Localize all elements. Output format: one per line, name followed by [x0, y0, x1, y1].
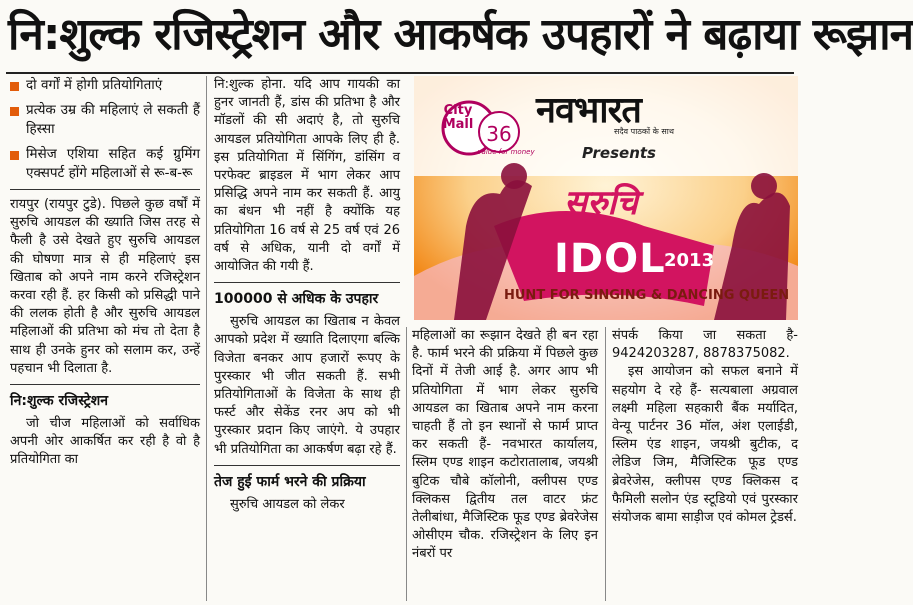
section-rule [214, 282, 400, 283]
column-divider-1 [206, 76, 207, 601]
section-rule [10, 384, 200, 385]
idol-title: IDOL [554, 236, 666, 282]
subheading-free-registration: नि:शुल्क रजिस्ट्रेशन [10, 393, 108, 410]
body-paragraph: जो चीज महिलाओं को सर्वाधिक अपनी ओर आकर्षित कर रही है वो है प्रतियोगिता का [10, 416, 200, 468]
highlight-text: मिसेज एशिया सहित कई ग्रुमिंग एक्सपर्ट होंगे महिलाओं से रू-ब-रू [26, 146, 200, 181]
section-rule [214, 465, 400, 466]
headline: नि:शुल्क रजिस्ट्रेशन और आकर्षक उपहारों ने बढ़ाया रूझान [8, 9, 913, 60]
mall-number: 36 [486, 122, 512, 146]
subheading-prizes: 100000 से अधिक के उपहार [214, 291, 379, 308]
mall-tagline: value for money [477, 148, 535, 156]
body-paragraph: सुरुचि आयडल का खिताब न केवल आपको प्रदेश में ख्याति दिलाएगा बल्कि विजेता बनकर आप हजारों रूपए के पुरस्कार भी जीत सकती हैं. सभी प्रतियोगिताओं के विजेता के साथ ही फर्स्ट और सेकेंड रनर अप को भी पुरस्कार प्रदान किए जाएंगे. ये उपहार भी प्रतियोगिता का आकर्षण बढ़ा रहे हैं. [214, 314, 400, 457]
highlight-text: प्रत्येक उम्र की महिलाएं ले सकती हैं हिस्सा [26, 102, 200, 137]
suruchi-logo: सुरुचि [564, 183, 638, 223]
section-rule [10, 189, 200, 190]
bullet-square-icon [10, 151, 19, 160]
navbharat-logo: नवभारत [536, 90, 641, 131]
column-4 [612, 327, 798, 527]
intro-paragraph: रायपुर (रायपुर टुडे). पिछले कुछ वर्षों में सुरुचि आयडल की ख्याति जिस तरह से फैली है उसे देखते हुए सुरुचि आयडल की घोषणा मात्र से ही महिलाएं इस खिताब को अपने नाम करने रजिस्ट्रेशन करवा रही हैं. हर किसी को प्रसिद्धी पाने की ललक होती है और सुरुचि आयडल महिलाओं की प्रतिभा को मंच तो देता है साथ ही उनके हुनर को सलाम कर, उन्हें पहचान भी दिलाता है. [10, 197, 200, 376]
ad-tagline: HUNT FOR SINGING & DANCING QUEEN [504, 288, 790, 303]
column-divider-3 [605, 327, 606, 601]
bullet-square-icon [10, 82, 19, 91]
contact-paragraph: संपर्क किया जा सकता है- 9424203287, 8878375082. [612, 328, 798, 362]
sponsors-paragraph: इस आयोजन को सफल बनाने में सहयोग दे रहे हैं- सत्यबाला अग्रवाल लक्ष्मी महिला सहकारी बैंक मर्यादित, वेन्यू पार्टनर 36 मॉल, अंश एलाईडी, स्लिम एंड शाइन, जयश्री बुटीक, द लेडिज जिम, मैजिस्टिक फूड एण्ड ब्रेवरेजेस, क्लीपस एण्ड क्लिकस द फैमिली सलोन एंड स्टूडियो एवं पुरस्कार संयोजक बामा साड़ीज एवं कोमल ट्रेडर्स. [612, 364, 798, 526]
highlights-list [10, 76, 200, 183]
column-2 [214, 76, 400, 514]
headline-rule [6, 72, 794, 74]
navbharat-tagline: सदैव पाठकों के साथ [614, 127, 674, 136]
body-paragraph: सुरुचि आयडल को लेकर [230, 496, 345, 512]
highlight-item [10, 145, 200, 183]
column-3 [412, 327, 598, 564]
highlight-text: दो वर्गों में होगी प्रतियोगिताएं [26, 77, 163, 93]
body-paragraph: नि:शुल्क होना. यदि आप गायकी का हुनर जानती हैं, डांस की प्रतिभा है और मॉडलों की सी अदाएं है, तो सुरुचि आयडल प्रतियोगिता आपके लिए ही है. इस प्रतियोगिता में सिंगिंग, डांसिंग व परफेक्ट ब्राइडल में भाग लेकर आप प्रसिद्धि अपने नाम कर सकती हैं. आयु का बंधन भी नहीं है क्योंकि यह प्रतियोगिता 16 वर्ष से 25 वर्ष एवं 26 वर्ष से अधिक, यानी दो वर्गों में आयोजित की गयी हैं. [214, 77, 400, 275]
bullet-square-icon [10, 107, 19, 116]
presents-text: Presents [582, 144, 656, 162]
highlight-item [10, 101, 200, 139]
subheading-form-process: तेज हुई फार्म भरने की प्रक्रिया [214, 473, 366, 490]
highlight-item [10, 76, 200, 95]
column-divider-2 [406, 327, 407, 601]
column-1 [10, 76, 200, 470]
idol-year: 2013 [664, 250, 715, 271]
city-mall-logo: City Mall [442, 103, 474, 132]
body-paragraph: महिलाओं का रूझान देखते ही बन रहा है. फार्म भरने की प्रक्रिया में पिछले कुछ दिनों में तेजी आई है. अगर आप भी प्रतियोगिता में भाग लेकर सुरुचि आयडल का खिताब अपने नाम करना चाहती हैं तो इन स्थानों से फार्म प्राप्त कर सकती हैं- नवभारत कार्यालय, स्लिम एण्ड शाइन कटोरातालाब, जयश्री बुटिक चौबे कॉलोनी, क्लीपस एण्ड क्लिकस द्वितीय तल वाटर फ्रंट तेलीबांधा, मैजिस्टिक फूड एण्ड ब्रेवरेजेस ओसीएम चौक. रजिस्ट्रेशन के लिए इन नंबरों पर [412, 328, 598, 562]
suruchi-idol-advertisement [414, 76, 798, 320]
